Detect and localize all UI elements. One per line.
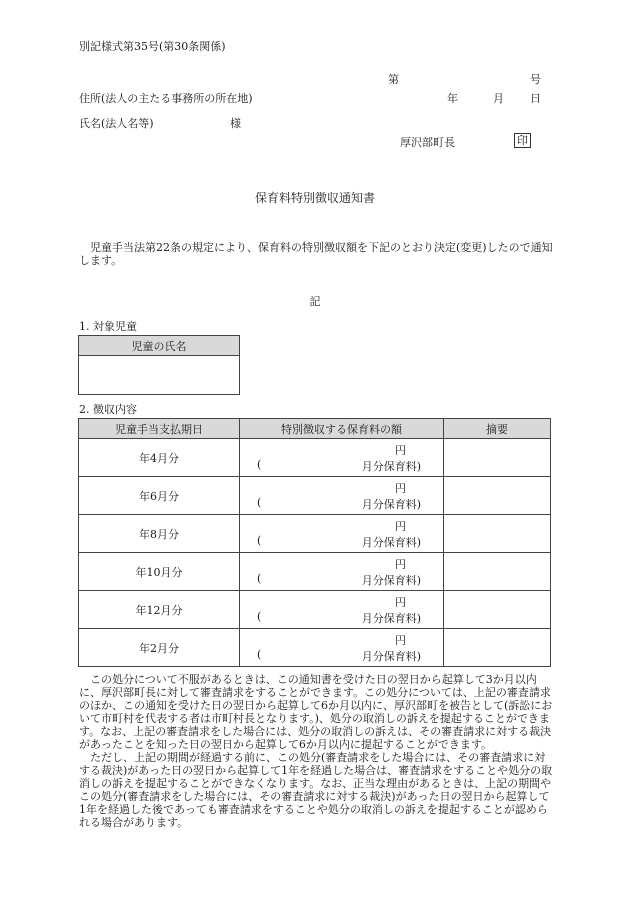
form-id: 別記様式第35号(第30条関係) [79,40,226,53]
notice-paragraph-1: この処分について不服があるときは、この通知書を受けた日の翌日から起算して3か月以内に、厚沢部町長に対して審査請求をすることができます。この処分については、上記の審査請求のほか、この通知を受けた日の翌日から起算して6か月以内に、厚沢部町を被告として(訴訟において市町村を代表する者は市町村長となります。)、処分の取消しの訴えを提起することができます。なお、上記の審査請求をした場合には、処分の取消しの訴えは、その審査請求に対する裁決があったことを知った日の翌日から起算して6か月以内に提起することができます。 [79,673,553,751]
seal-mark: 印 [514,133,531,148]
period-cell: 年8月分 [79,515,240,553]
table-row [79,515,551,553]
date-day: 日 [530,92,541,105]
table-row [79,439,551,477]
yen-label: 円 [395,634,406,647]
col-amount: 特別徴収する保育料の額 [240,419,444,439]
monthly-fee-label: 月分保育料) [361,574,421,587]
ki-label: 記 [309,295,321,308]
monthly-fee-label: 月分保育料) [361,460,421,473]
child-name-table [78,335,240,395]
number-suffix: 号 [530,73,541,86]
remarks-cell[interactable] [444,553,551,591]
period-cell: 年12月分 [79,591,240,629]
period-cell: 年2月分 [79,629,240,667]
notice-paragraph-2: ただし、上記の期間が経過する前に、この処分(審査請求をした場合には、その審査請求に対する裁決)があった日の翌日から起算して1年を経過した場合は、審査請求をすることや処分の取消しの訴えを提起することができなくなります。なお、正当な理由があるときは、上記の期間やこの処分(審査請求をした場合には、その審査請求に対する裁決)があった日の翌日から起算して1年を経過した後であっても審査請求をすることや処分の取消しの訴えを提起することが認められる場合があります。 [79,751,553,829]
child-name-header: 児童の氏名 [79,336,240,356]
yen-label: 円 [395,596,406,609]
period-cell: 年6月分 [79,477,240,515]
remarks-cell[interactable] [444,477,551,515]
monthly-fee-label: 月分保育料) [361,536,421,549]
period-cell: 年10月分 [79,553,240,591]
paren-open: ( [257,572,262,585]
amount-cell[interactable] [240,477,444,515]
remarks-cell[interactable] [444,515,551,553]
yen-label: 円 [395,520,406,533]
period-cell: 年4月分 [79,439,240,477]
table-row [79,477,551,515]
remarks-cell[interactable] [444,591,551,629]
col-remarks: 摘要 [444,419,551,439]
yen-label: 円 [395,444,406,457]
number-prefix: 第 [388,73,399,86]
amount-cell[interactable] [240,553,444,591]
child-name-cell[interactable] [79,356,240,395]
table-row [79,553,551,591]
intro-paragraph: 児童手当法第22条の規定により、保育料の特別徴収額を下記のとおり決定(変更)したので通知します。 [79,241,553,267]
intro-text [79,241,554,267]
paren-open: ( [257,610,262,623]
date-year: 年 [447,92,458,105]
section1-heading: 1. 対象児童 [79,320,137,333]
section2-heading: 2. 徴収内容 [79,403,137,416]
yen-label: 円 [395,482,406,495]
paren-open: ( [257,496,262,509]
paren-open: ( [257,458,262,471]
col-payment-date: 児童手当支払期日 [79,419,240,439]
document-title: 保育料特別徴収通知書 [254,191,375,205]
amount-cell[interactable] [240,439,444,477]
address-label: 住所(法人の主たる事務所の所在地) [79,92,253,105]
notice-text [79,673,554,829]
monthly-fee-label: 月分保育料) [361,612,421,625]
monthly-fee-label: 月分保育料) [361,498,421,511]
table-row [79,629,551,667]
amount-cell[interactable] [240,515,444,553]
collection-table [78,418,551,667]
amount-cell[interactable] [240,629,444,667]
table-row [79,591,551,629]
monthly-fee-label: 月分保育料) [361,650,421,663]
issuer: 厚沢部町長 [400,136,455,149]
remarks-cell[interactable] [444,629,551,667]
honorific: 様 [230,117,241,130]
remarks-cell[interactable] [444,439,551,477]
date-month: 月 [493,92,504,105]
paren-open: ( [257,648,262,661]
yen-label: 円 [395,558,406,571]
paren-open: ( [257,534,262,547]
name-label: 氏名(法人名等) [79,117,154,130]
amount-cell[interactable] [240,591,444,629]
